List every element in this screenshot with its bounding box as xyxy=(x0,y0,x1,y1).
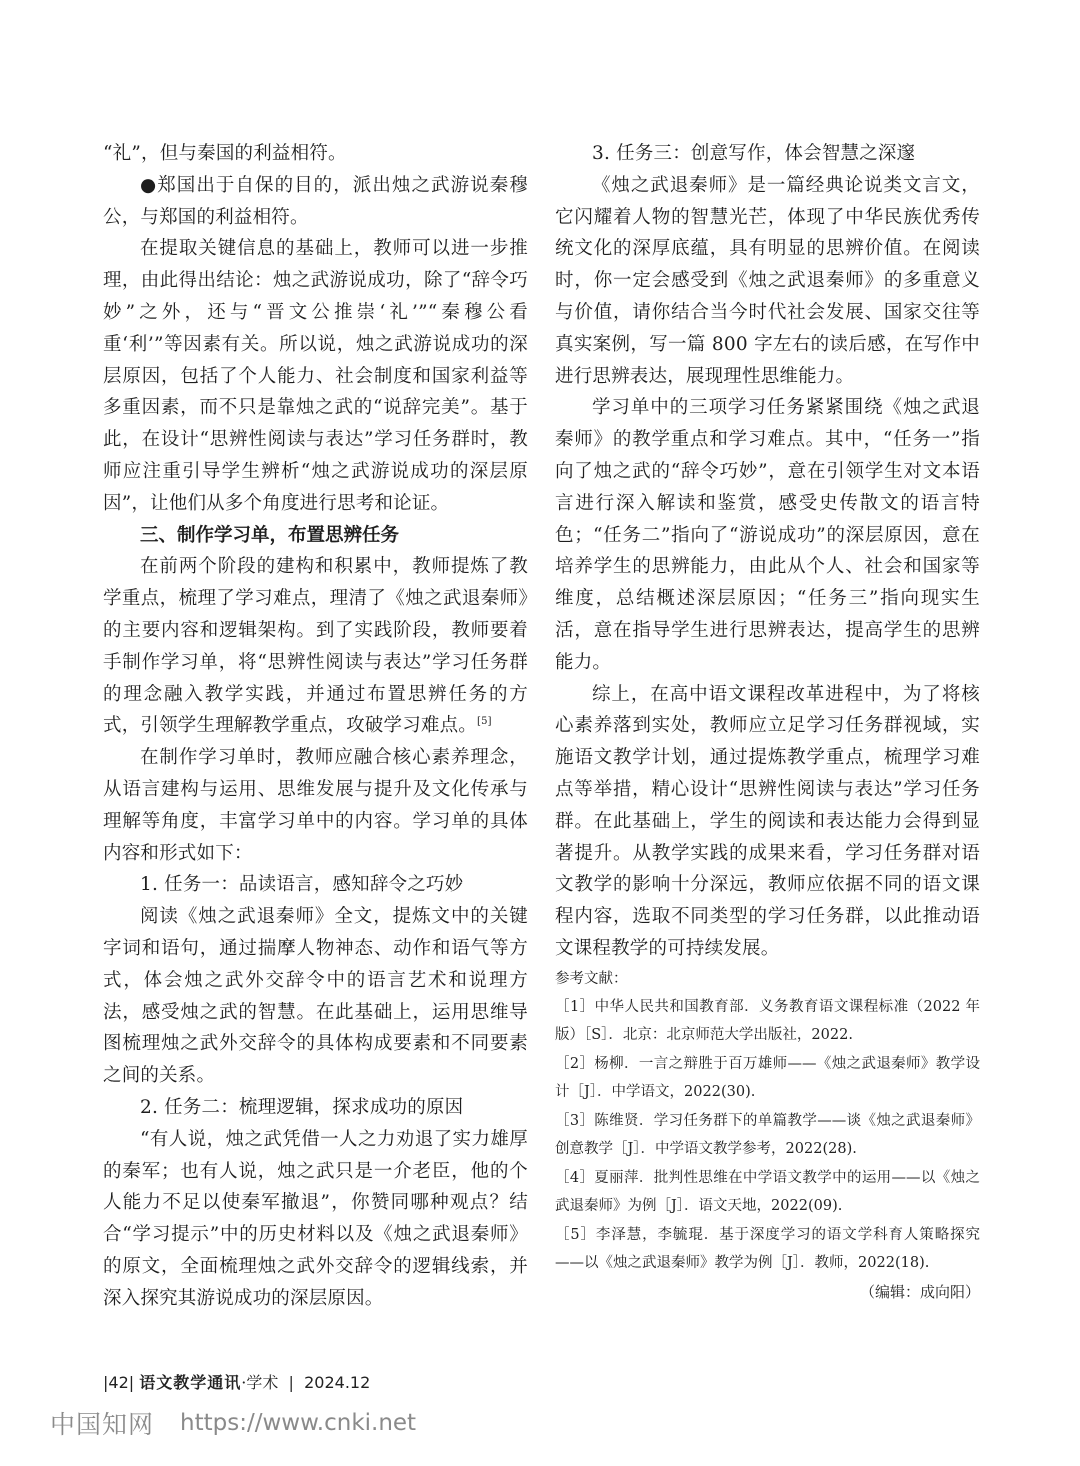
watermark-url[interactable]: https://www.cnki.net xyxy=(180,1410,417,1436)
right-column xyxy=(555,138,980,1306)
editor-note: （编辑：成向阳） xyxy=(859,1282,980,1301)
issue-date: 2024.12 xyxy=(304,1373,371,1392)
page-number: 42 xyxy=(108,1373,129,1392)
paragraph: 阅读《烛之武退秦师》全文，提炼文中的关键字词和语句，通过揣摩人物神态、动作和语气等方式，体会烛之武外交辞令中的语言艺术和说理方法，感受烛之武的智慧。在此基础上，运用思维导图梳理烛之武外交辞令的具体构成要素和不同要素之间的关系。 xyxy=(103,906,528,1087)
citation-marker: [5] xyxy=(477,716,492,728)
paragraph: 学习单中的三项学习任务紧紧围绕《烛之武退秦师》的教学重点和学习难点。其中，“任务一”指向了烛之武的“辞令巧妙”，意在引领学生对文本语言进行深入解读和鉴赏，感受史传散文的语言特色；“任务二”指向了“游说成功”的深层原因，意在培养学生的思辨能力，由此从个人、社会和国家等维度，总结概述深层原因；“任务三”指向现实生活，意在指导学生进行思辨表达，提高学生的思辨能力。 xyxy=(555,397,980,673)
left-column xyxy=(103,138,528,1314)
reference-item: ［3］陈维贤．学习任务群下的单篇教学——谈《烛之武退秦师》创意教学［J］．中学语文教学参考，2022(28). xyxy=(555,1112,980,1158)
right-column-body xyxy=(555,138,980,965)
paragraph: “有人说，烛之武凭借一人之力劝退了实力雄厚的秦军；也有人说，烛之武只是一介老臣，他的个人能力不足以使秦军撤退”，你赞同哪种观点？结合“学习提示”中的历史材料以及《烛之武退秦师》的原文，全面梳理烛之武外交辞令的逻辑线索，并深入探究其游说成功的深层原因。 xyxy=(103,1128,528,1309)
paragraph: 在前两个阶段的建构和积累中，教师提炼了教学重点，梳理了学习难点，理清了《烛之武退秦师》的主要内容和逻辑架构。到了实践阶段，教师要着手制作学习单，将“思辨性阅读与表达”学习任务群的理念融入教学实践，并通过布置思辨任务的方式，引领学生理解教学重点，攻破学习难点。[5] xyxy=(103,556,528,737)
magazine-section: ·学术 xyxy=(241,1373,279,1392)
section-heading: 三、制作学习单，布置思辨任务 xyxy=(140,524,400,546)
reference-item: ［5］李泽慧，李毓琨．基于深度学习的语文学科育人策略探究——以《烛之武退秦师》教学为例［J］．教师，2022(18). xyxy=(555,1226,980,1272)
cnki-watermark xyxy=(50,1405,416,1441)
paragraph: 2. 任务二：梳理逻辑，探求成功的原因 xyxy=(140,1096,464,1118)
references-heading: 参考文献： xyxy=(555,970,628,987)
paragraph: “礼”，但与秦国的利益相符。 xyxy=(103,143,347,164)
reference-item: ［1］中华人民共和国教育部．义务教育语文课程标准（2022 年版）［S］．北京：北京师范大学出版社，2022. xyxy=(555,998,980,1044)
paragraph: 《烛之武退秦师》是一篇经典论说类文言文，它闪耀着人物的智慧光芒，体现了中华民族优秀传统文化的深厚底蕴，具有明显的思辨价值。在阅读时，你一定会感受到《烛之武退秦师》的多重意义与价值，请你结合当今时代社会发展、国家交往等真实案例，写一篇 800 字左右的读后感，在写作中进行思辨表达，展现理性思维能力。 xyxy=(555,174,980,387)
paragraph: 在提取关键信息的基础上，教师可以进一步推理，由此得出结论：烛之武游说成功，除了“辞令巧妙”之外，还与“晋文公推崇‘礼’”“秦穆公看重‘利’”等因素有关。所以说，烛之武游说成功的深层原因，包括了个人能力、社会制度和国家利益等多重因素，而不只是靠烛之武的“说辞完美”。基于此，在设计“思辨性阅读与表达”学习任务群时，教师应注重引导学生辨析“烛之武游说成功的深层原因”，让他们从多个角度进行思考和论证。 xyxy=(103,238,528,514)
magazine-title: 语文教学通讯 xyxy=(139,1373,242,1392)
paragraph: ●郑国出于自保的目的，派出烛之武游说秦穆公，与郑国的利益相符。 xyxy=(103,174,528,228)
reference-item: ［4］夏丽萍．批判性思维在中学语文教学中的运用——以《烛之武退秦师》为例［J］．语文天地，2022(09). xyxy=(555,1169,980,1215)
paragraph: 1. 任务一：品读语言，感知辞令之巧妙 xyxy=(140,874,464,896)
paragraph: 3. 任务三：创意写作，体会智慧之深邃 xyxy=(592,143,916,164)
reference-item: ［2］杨柳．一言之辩胜于百万雄师——《烛之武退秦师》教学设计［J］．中学语文，2022(30). xyxy=(555,1055,980,1101)
references xyxy=(555,965,980,1306)
watermark-name: 中国知网 xyxy=(50,1410,155,1439)
paragraph: 在制作学习单时，教师应融合核心素养理念，从语言建构与运用、思维发展与提升及文化传承与理解等角度，丰富学习单中的内容。学习单的具体内容和形式如下： xyxy=(103,747,528,864)
reference-list xyxy=(555,993,980,1278)
paragraph: 综上，在高中语文课程改革进程中，为了将核心素养落到实处，教师应立足学习任务群视域，实施语文教学计划，通过提炼教学重点，梳理学习难点等举措，精心设计“思辨性阅读与表达”学习任务群。在此基础上，学生的阅读和表达能力会得到显著提升。从教学实践的成果来看，学习任务群对语文教学的影响十分深远，教师应依据不同的语文课程内容，选取不同类型的学习任务群，以此推动语文课程教学的可持续发展。 xyxy=(555,683,980,959)
page-footer: |42| 语文教学通讯·学术 | 2024.12 xyxy=(103,1373,371,1392)
